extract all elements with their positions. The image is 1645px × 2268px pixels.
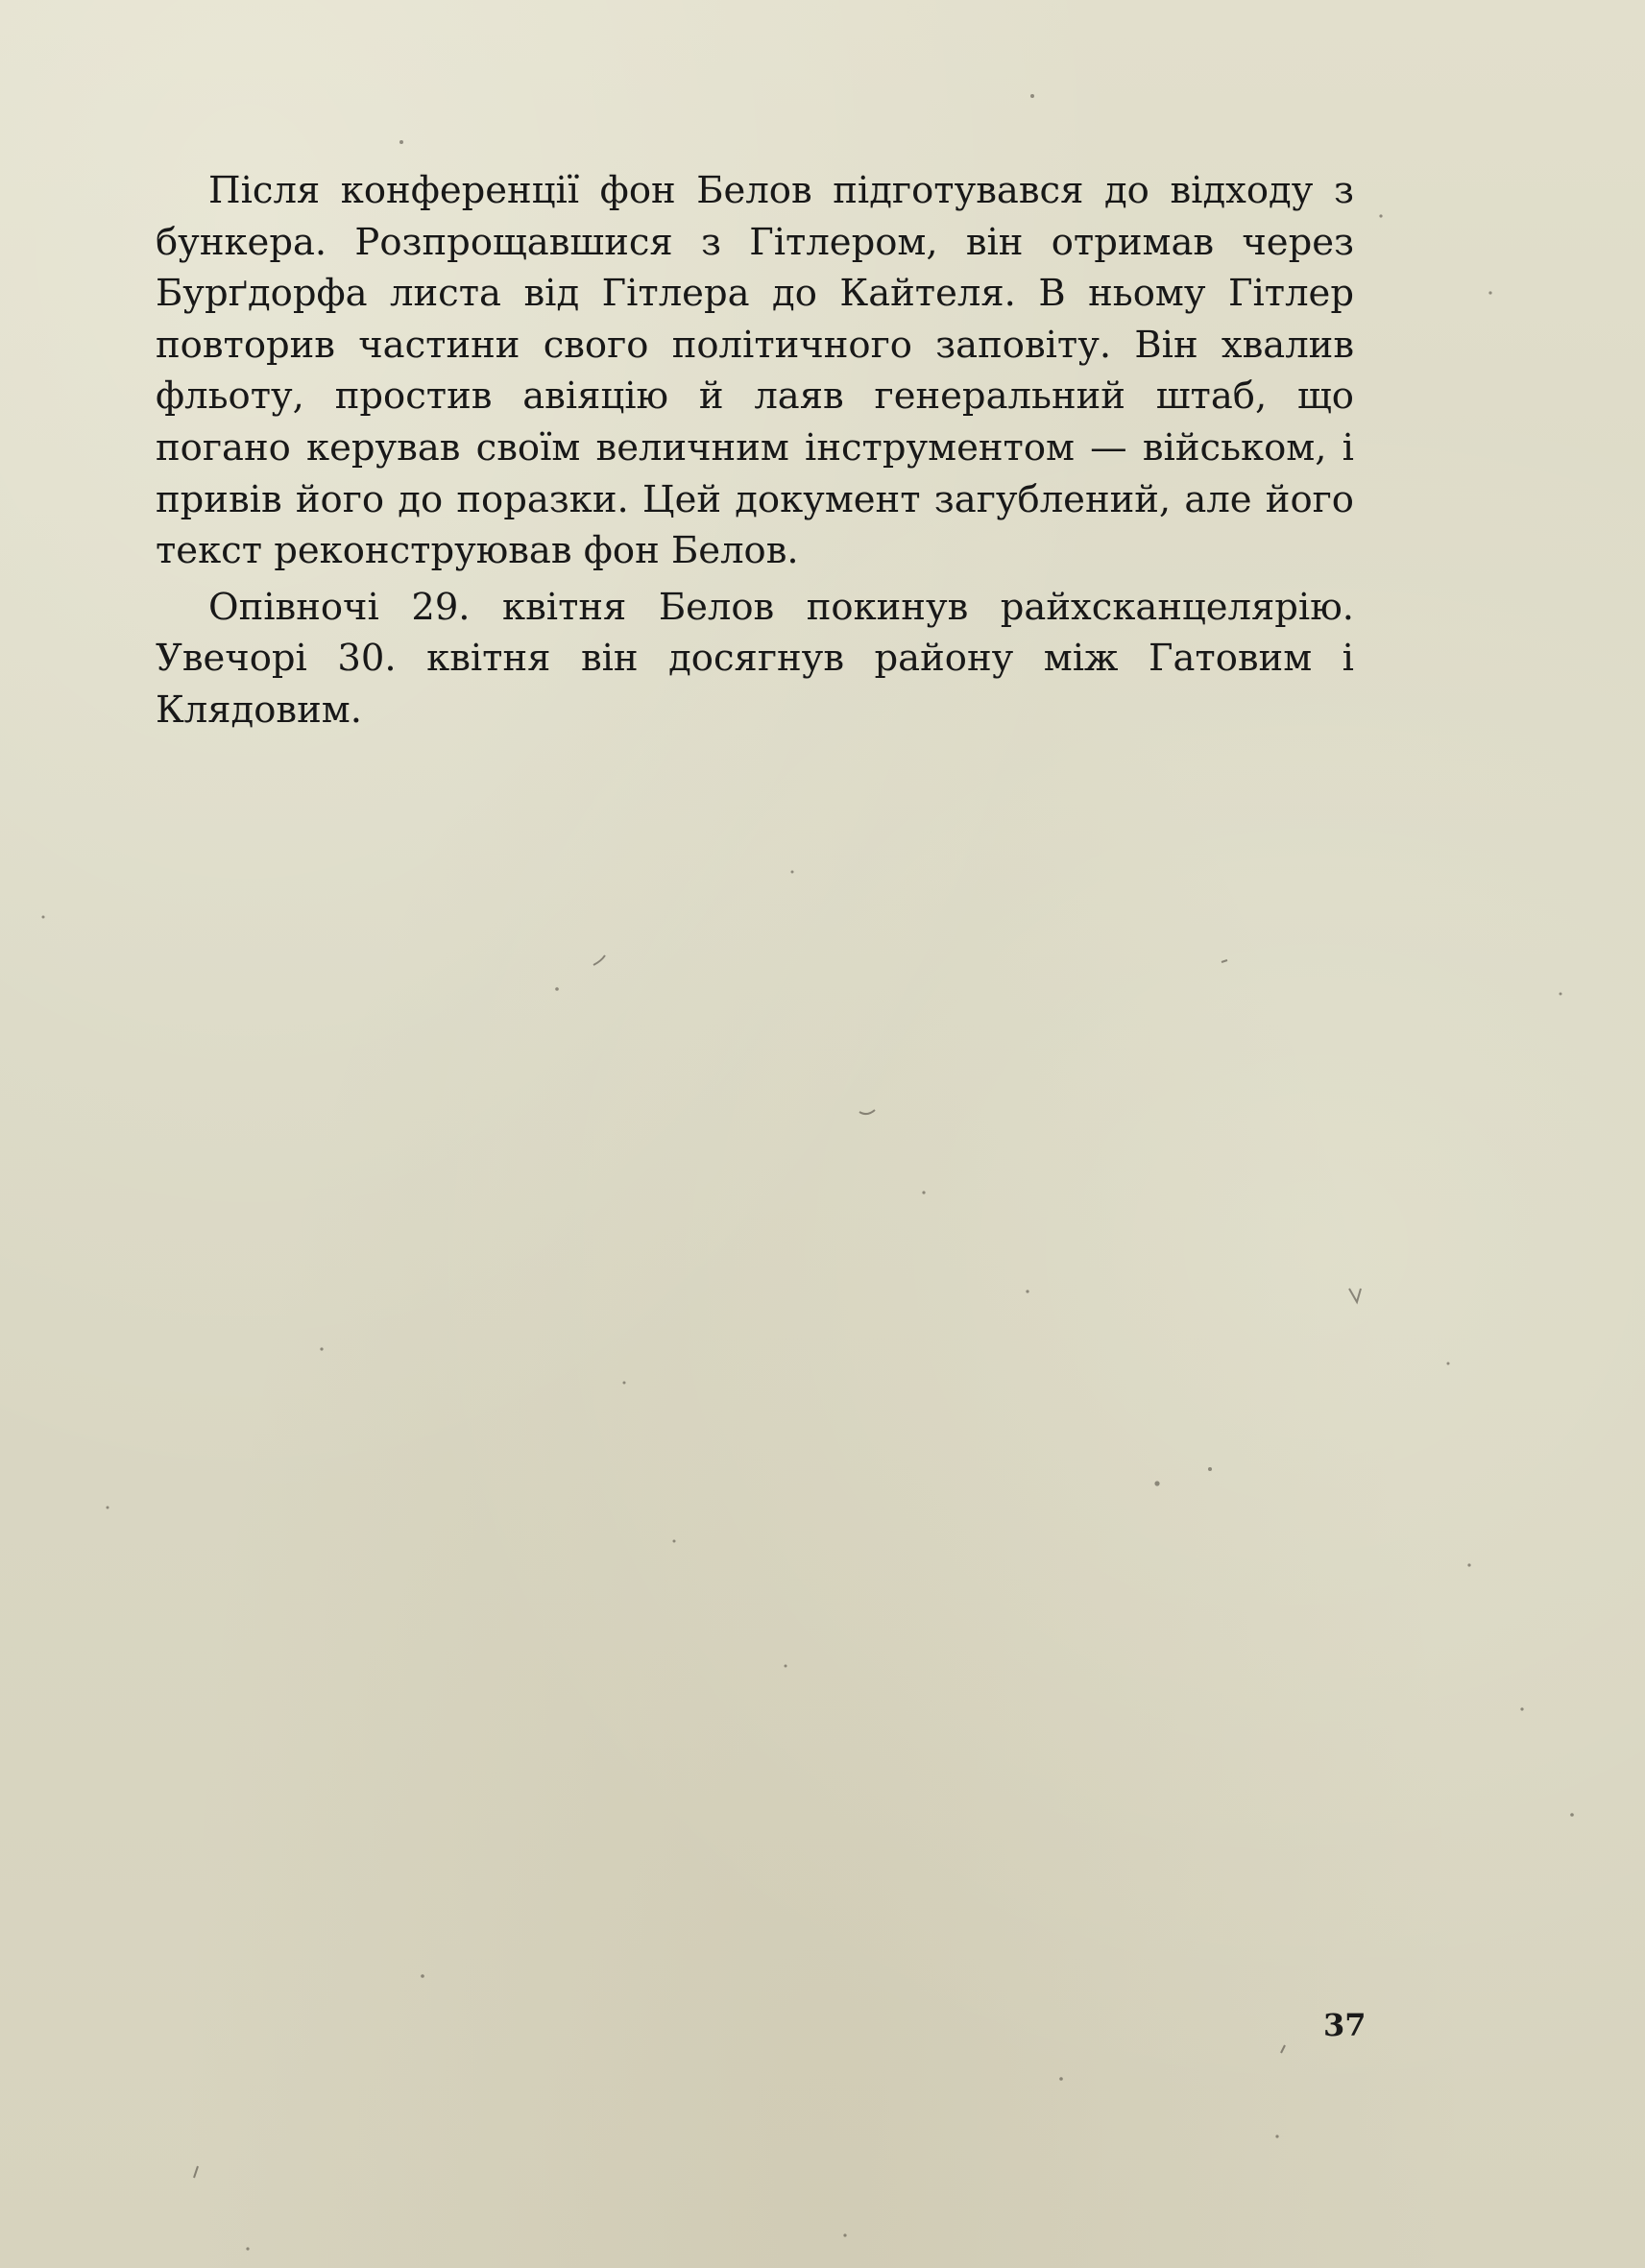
paragraph-2: Опівночі 29. квітня Белов покинув райхсканцелярію. Увечорі 30. квітня він досягнув району між Гатовим і Клядовим. (156, 585, 1354, 732)
body-text (156, 165, 1354, 741)
page-number: 37 (1323, 2007, 1367, 2043)
paragraph-1: Після конференції фон Белов підготувався до відходу з бункера. Розпрощавшися з Гітлером, він отримав через Бурґдорфа листа від Гітлера до Кайтеля. В ньому Гітлер повторив частини свого політичного заповіту. Він хвалив фльоту, простив авіяцію й лаяв генеральний штаб, що погано керував своїм величним інструментом — військом, і привів його до поразки. Цей документ загублений, але його текст реконструював фон Белов. (156, 169, 1354, 573)
